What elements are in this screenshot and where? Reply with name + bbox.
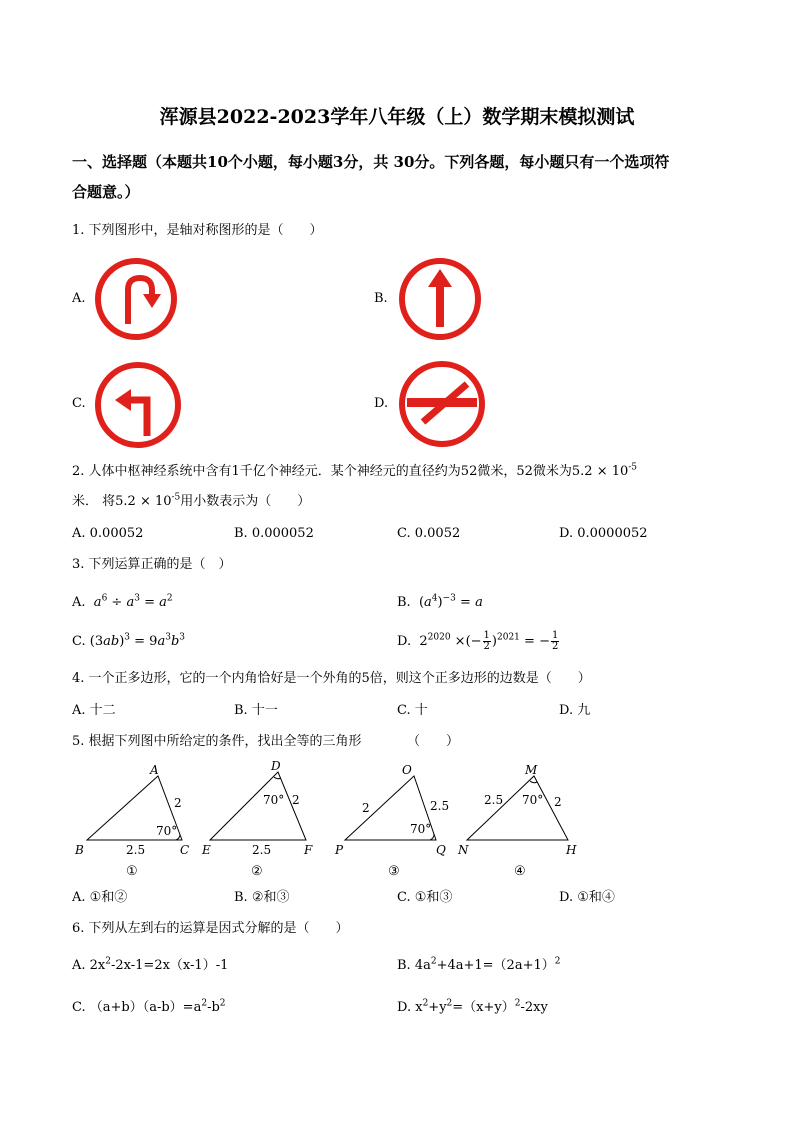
triangle-1 xyxy=(74,763,189,879)
triangle-3-angle: 70° xyxy=(410,822,432,836)
question-2-stem-line2: 米． 将$5.2 \times 10^{-5}$用小数表示为（ ） xyxy=(72,492,311,509)
question-1-stem: 1. 下列图形中，是轴对称图形的是（ ） xyxy=(72,223,323,238)
q6-option-c: C. $(a+b)(a-b)=a^2-b^2$ xyxy=(72,998,226,1015)
triangle-1-tag: ① xyxy=(126,864,138,879)
triangle-1-vertex-top: A xyxy=(150,763,159,777)
q6-option-d: D. $x^2+y^2=(x+y)^2-2xy$ xyxy=(397,998,548,1015)
q6-option-a: A. $2x^2-2x-1=2x(x-1)-1$ xyxy=(72,956,229,973)
q2-option-b: B. 0.000052 xyxy=(234,526,314,541)
left-turn-sign-icon xyxy=(91,360,185,450)
triangle-4-vertex-left: N xyxy=(458,843,469,857)
q3-option-b: B. $(a^4)^{-3} = a$ xyxy=(397,593,483,610)
triangle-1-side-base: 2.5 xyxy=(126,843,146,857)
triangle-2-vertex-right: F xyxy=(304,843,313,857)
section-heading-line1: 一、选择题（本题共10个小题，每小题3分，共 30分。下列各题，每小题只有一个选项符 xyxy=(72,153,670,171)
triangle-4 xyxy=(457,763,577,879)
triangle-2 xyxy=(201,759,313,879)
question-4-stem: 4. 一个正多边形，它的一个内角恰好是一个外角的5倍，则这个正多边形的边数是（ ） xyxy=(72,671,591,686)
triangle-4-tag: ④ xyxy=(514,864,526,879)
triangle-4-side-right: 2 xyxy=(554,795,562,809)
triangle-3-vertex-top: O xyxy=(402,763,412,777)
triangle-4-angle: 70° xyxy=(522,793,544,807)
u-turn-sign-icon xyxy=(91,256,181,342)
q2-option-c: C. 0.0052 xyxy=(397,526,461,541)
triangle-2-tag: ② xyxy=(251,864,263,879)
q3-option-a: A. $a^6 \div a^3 = a^2$ xyxy=(72,593,173,610)
q3-option-d: D. $2^{2020}$ ×(− $\frac{1}{2}$ )$^{2021}$ = − $\frac{1}{2}$ xyxy=(397,630,559,652)
question-2-stem-line1: 2. 人体中枢神经系统中含有1千亿个神经元．某个神经元的直径约为52微米，52微米为$5.2 \times 10^{-5}$ xyxy=(72,462,638,479)
q2-option-d: D. 0.0000052 xyxy=(559,526,648,541)
page-title: 浑源县2022-2023学年八年级（上）数学期末模拟测试 xyxy=(159,106,635,128)
q5-option-c: C. ①和③ xyxy=(397,890,453,905)
triangle-3-vertex-right: Q xyxy=(436,843,446,857)
triangle-1-vertex-left: B xyxy=(75,843,84,857)
question-5-stem: 5. 根据下列图中所给定的条件，找出全等的三角形 （ ） xyxy=(72,734,460,749)
triangle-3-side-left: 2 xyxy=(362,801,370,815)
q4-option-b: B. 十一 xyxy=(234,703,278,718)
triangles-figure xyxy=(70,758,590,882)
triangle-2-vertex-top: D xyxy=(271,759,281,773)
triangle-2-side-right: 2 xyxy=(292,793,300,807)
triangle-4-side-left: 2.5 xyxy=(484,793,504,807)
q2-option-a: A. 0.00052 xyxy=(72,526,144,541)
q4-option-c: C. 十 xyxy=(397,703,428,718)
no-overtaking-sign-icon xyxy=(395,358,489,450)
triangle-3-side-right: 2.5 xyxy=(430,799,450,813)
question-6-stem: 6. 下列从左到右的运算是因式分解的是（ ） xyxy=(72,921,349,936)
triangle-2-vertex-left: E xyxy=(202,843,211,857)
triangle-3-tag: ③ xyxy=(388,864,400,879)
q5-option-a: A. ①和② xyxy=(72,890,128,905)
q4-option-a: A. 十二 xyxy=(72,703,116,718)
q1-option-b-label: B. xyxy=(374,291,388,306)
section-heading-line2: 合题意。） xyxy=(72,183,140,201)
q1-option-a-label: A. xyxy=(72,291,86,306)
triangle-1-angle: 70° xyxy=(156,824,178,838)
straight-ahead-sign-icon xyxy=(395,255,485,341)
q5-option-d: D. ①和④ xyxy=(559,890,615,905)
triangle-4-vertex-right: H xyxy=(566,843,577,857)
triangle-3 xyxy=(334,763,449,879)
triangle-3-vertex-left: P xyxy=(335,843,344,857)
triangle-4-vertex-top: M xyxy=(525,763,538,777)
q6-option-b: B. $4a^2+4a+1=(2a+1)^2$ xyxy=(397,956,561,973)
q4-option-d: D. 九 xyxy=(559,703,591,718)
question-3-stem: 3. 下列运算正确的是（ ） xyxy=(72,557,232,572)
q3-option-c: C. $(3ab)^3 = 9a^3b^3$ xyxy=(72,632,185,649)
triangle-1-side-right: 2 xyxy=(174,796,182,810)
q5-option-b: B. ②和③ xyxy=(234,890,290,905)
q1-option-c-label: C. xyxy=(72,396,86,411)
q1-option-d-label: D. xyxy=(374,396,389,411)
triangle-2-angle: 70° xyxy=(263,793,285,807)
triangle-2-side-base: 2.5 xyxy=(252,843,272,857)
triangle-1-vertex-right: C xyxy=(180,843,190,857)
